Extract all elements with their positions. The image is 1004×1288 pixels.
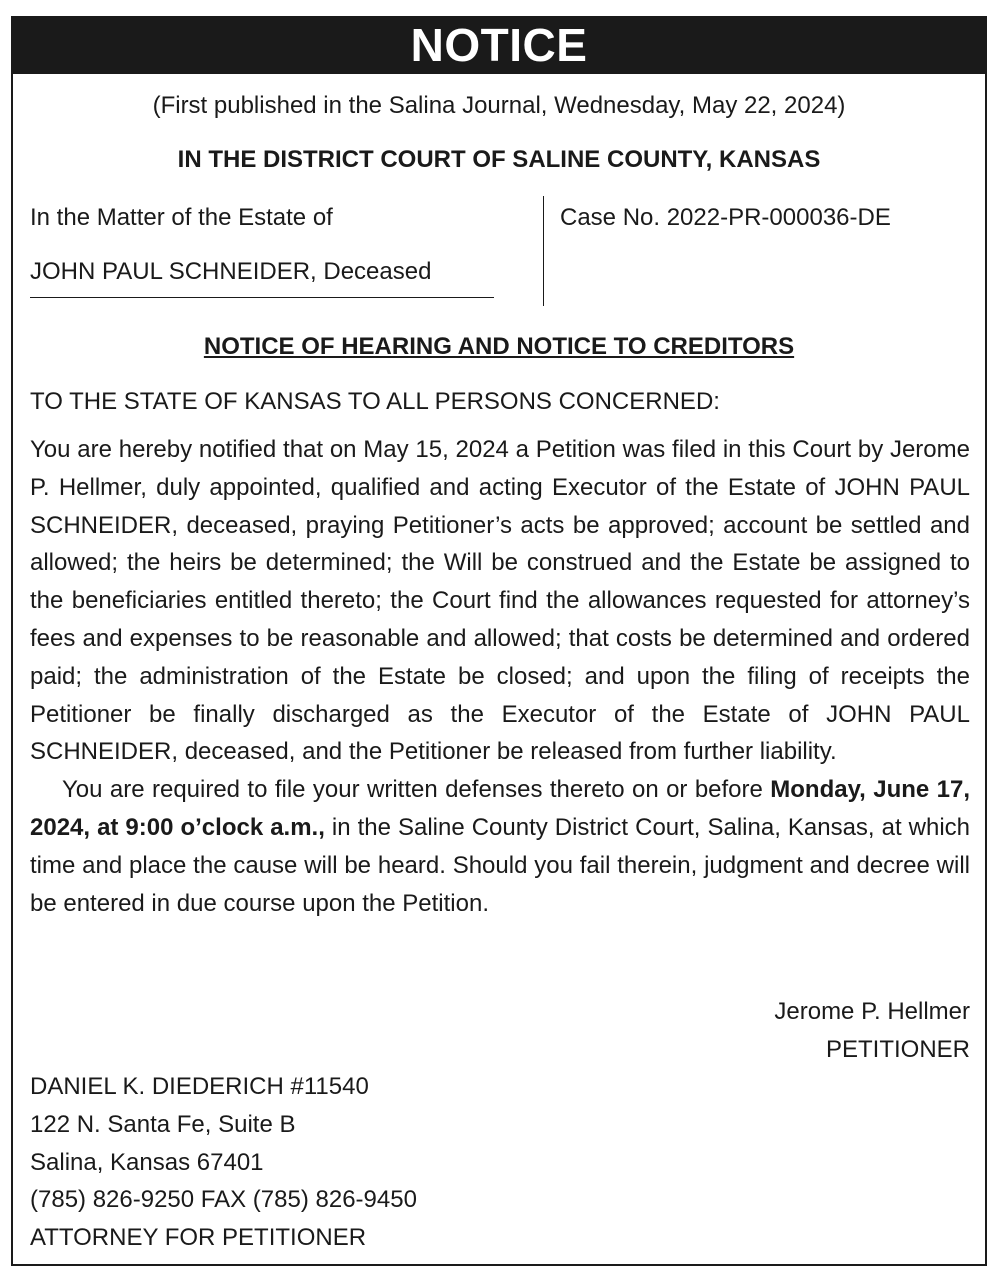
salutation: TO THE STATE OF KANSAS TO ALL PERSONS CONCERNED:	[30, 388, 720, 415]
attorney-role: ATTORNEY FOR PETITIONER	[30, 1224, 367, 1252]
defenses-text-before: You are required to file your written defenses thereto on or before	[62, 776, 771, 804]
publication-line: (First published in the Salina Journal, Wednesday, May 22, 2024)	[152, 92, 846, 119]
decedent-line: JOHN PAUL SCHNEIDER, Deceased	[30, 258, 432, 285]
matter-line: In the Matter of the Estate of	[30, 204, 333, 231]
notice-banner: NOTICE	[11, 16, 987, 74]
case-number: Case No. 2022-PR-000036-DE	[560, 204, 891, 231]
attorney-address-city: Salina, Kansas 67401	[30, 1148, 264, 1176]
hearing-deadline: Monday, June 17, 2024, at 9:00 o’clock a.m.,	[30, 776, 970, 841]
caption-underline	[30, 297, 494, 298]
court-name: IN THE DISTRICT COURT OF SALINE COUNTY, KANSAS	[177, 146, 821, 173]
petitioner-name: Jerome P. Hellmer	[774, 998, 970, 1025]
case-caption-left	[30, 198, 494, 292]
petitioner-role: PETITIONER	[825, 1036, 970, 1063]
notice-heading: NOTICE OF HEARING AND NOTICE TO CREDITORS	[203, 333, 795, 360]
signature-block	[774, 993, 970, 1069]
caption-divider	[543, 196, 544, 306]
notice-body	[30, 431, 970, 922]
attorney-phone: (785) 826-9250 FAX (785) 826-9450	[30, 1186, 417, 1214]
paragraph-petition: You are hereby notified that on May 15, 2024 a Petition was filed in this Court by Jerome P. Hellmer, duly appointed, qualified and acting Executor of the Estate of JOHN PAUL SCHNEIDER, deceased, praying Petitioner’s acts be approved; account be settled and allowed; the heirs be determined; the Will be construed and the Estate be assigned to the beneficiaries entitled thereto; the Court find the allowances requested for attorney’s fees and expenses to be reasonable and allowed; that costs be determined and ordered paid; the administration of the Estate be closed; and upon the filing of receipts the Petitioner be finally discharged as the Executor of the Estate of JOHN PAUL SCHNEIDER, deceased, and the Petitioner be released from further liability.	[30, 436, 970, 766]
attorney-name: DANIEL K. DIEDERICH #11540	[30, 1073, 369, 1100]
paragraph-defenses	[30, 771, 970, 922]
attorney-block	[30, 1068, 417, 1257]
defenses-text-after: in the Saline County District Court, Salina, Kansas, at which time and place the cause will be heard. Should you fail therein, judgment and decree will be entered in due course upon the Petition.	[30, 813, 970, 917]
attorney-address-street: 122 N. Santa Fe, Suite B	[30, 1110, 296, 1138]
